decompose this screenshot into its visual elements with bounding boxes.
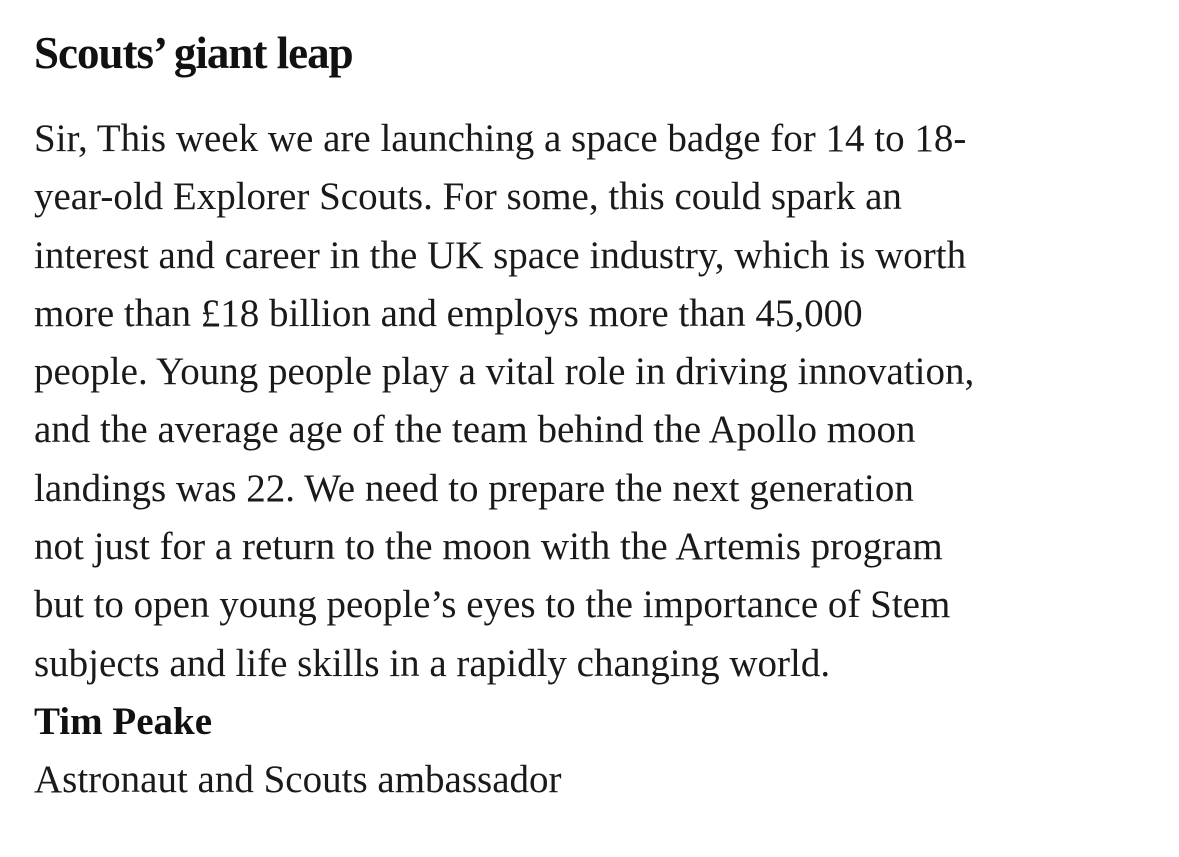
- body-line: landings was 22. We need to prepare the next generation: [34, 466, 914, 510]
- body-line: not just for a return to the moon with the Artemis program: [34, 525, 943, 569]
- letter: [34, 24, 1154, 809]
- body-line: year-old Explorer Scouts. For some, this could spark an: [34, 175, 902, 219]
- letter-headline: Scouts’ giant leap: [34, 28, 353, 78]
- letter-body: [34, 110, 1154, 693]
- body-line: but to open young people’s eyes to the importance of Stem: [34, 583, 951, 627]
- body-line: interest and career in the UK space industry, which is worth: [34, 233, 967, 277]
- body-line: and the average age of the team behind the Apollo moon: [34, 408, 916, 452]
- body-line: more than £18 billion and employs more than 45,000: [34, 291, 863, 335]
- author-name: Tim Peake: [34, 699, 213, 743]
- body-line: subjects and life skills in a rapidly changing world.: [34, 641, 831, 685]
- body-line: Sir, This week we are launching a space badge for 14 to 18-: [34, 117, 967, 160]
- body-line: people. Young people play a vital role in driving innovation,: [34, 350, 975, 394]
- author-role: Astronaut and Scouts ambassador: [34, 757, 562, 801]
